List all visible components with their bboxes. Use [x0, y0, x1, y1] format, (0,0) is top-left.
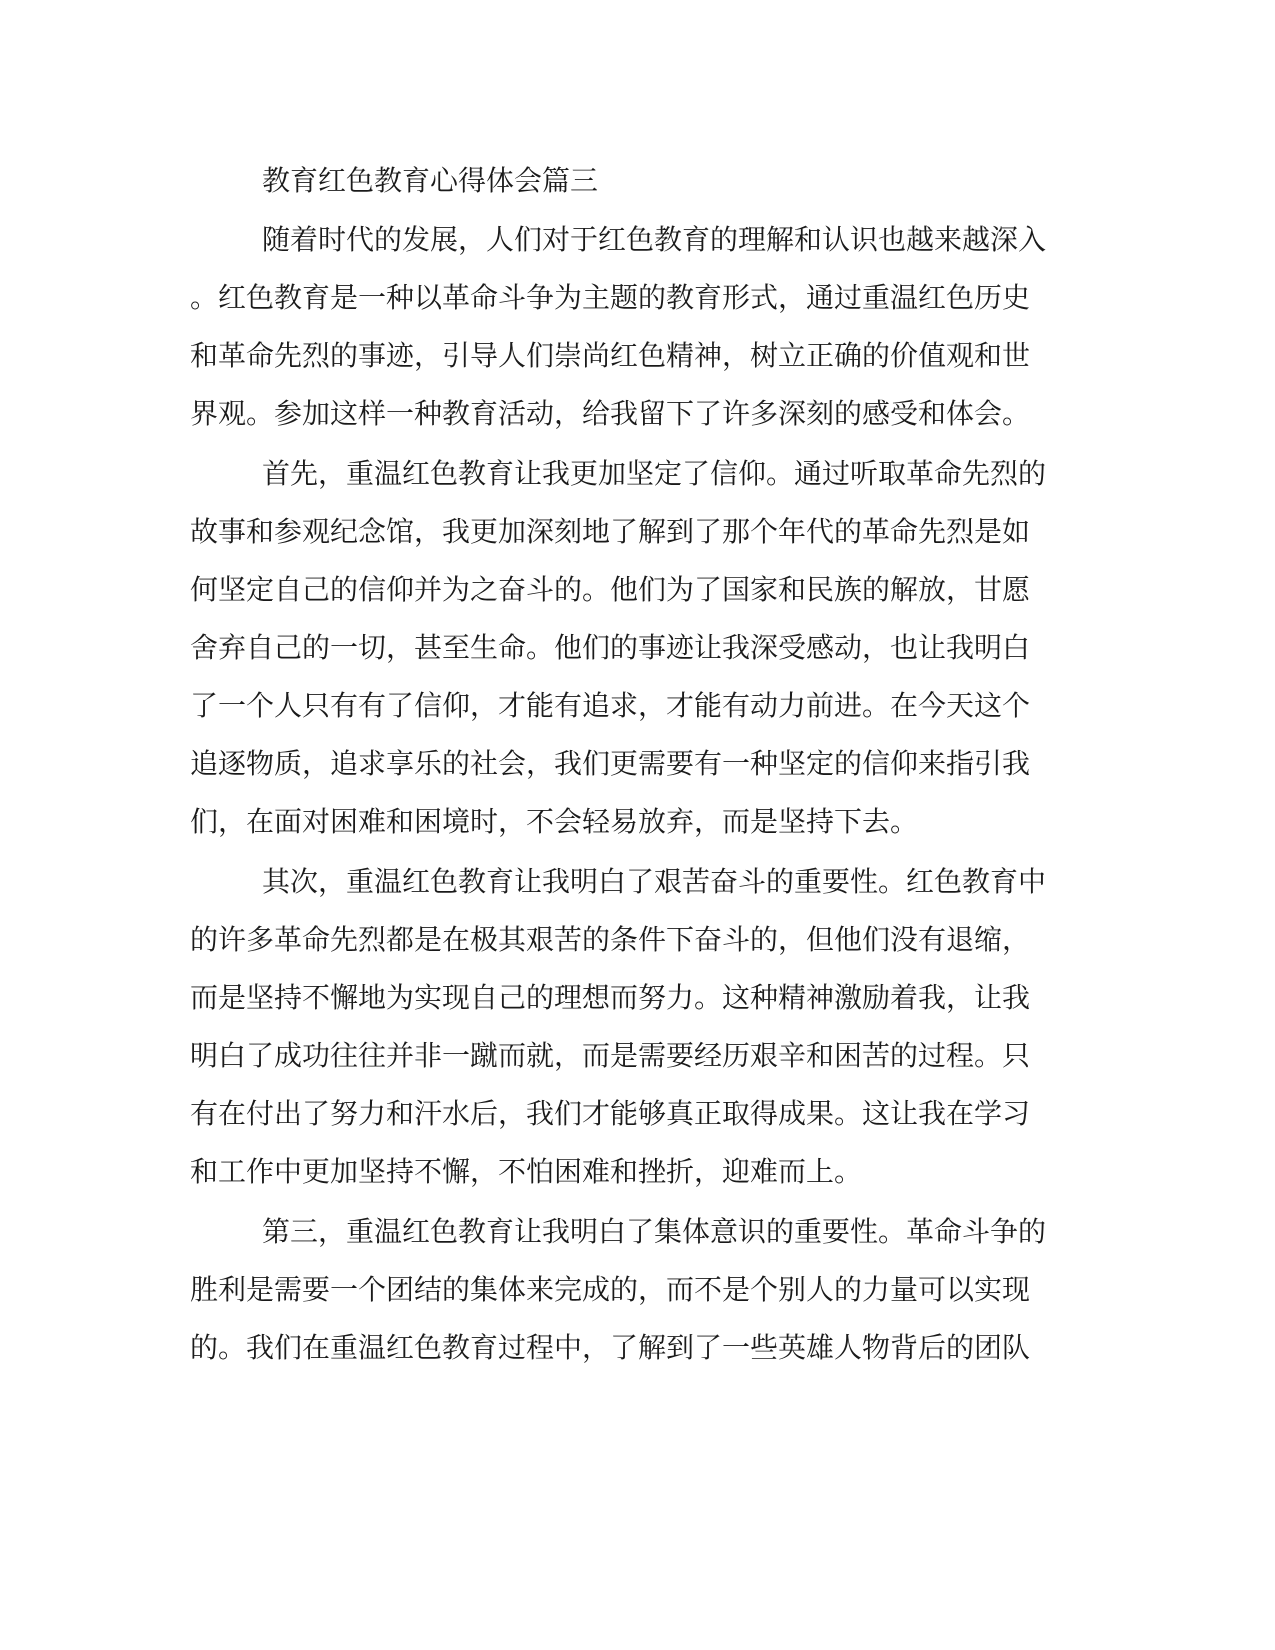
text-line: 明白了成功往往并非一蹴而就，而是需要经历艰辛和困苦的过程。只: [190, 1039, 1031, 1072]
document-title: 教育红色教育心得体会篇三: [262, 164, 599, 197]
text-line: 胜利是需要一个团结的集体来完成的，而不是个别人的力量可以实现: [190, 1273, 1031, 1306]
text-line: 舍弃自己的一切，甚至生命。他们的事迹让我深受感动，也让我明白: [190, 631, 1031, 664]
text-line: 有在付出了努力和汗水后，我们才能够真正取得成果。这让我在学习: [190, 1097, 1031, 1130]
text-line: 了一个人只有有了信仰，才能有追求，才能有动力前进。在今天这个: [190, 689, 1031, 722]
text-line: 何坚定自己的信仰并为之奋斗的。他们为了国家和民族的解放，甘愿: [190, 573, 1031, 606]
text-line: 第三，重温红色教育让我明白了集体意识的重要性。革命斗争的: [262, 1215, 1047, 1248]
text-line: 们，在面对困难和困境时，不会轻易放弃，而是坚持下去。: [190, 805, 919, 838]
text-line: 。红色教育是一种以革命斗争为主题的教育形式，通过重温红色历史: [190, 281, 1031, 314]
text-line: 的。我们在重温红色教育过程中，了解到了一些英雄人物背后的团队: [190, 1331, 1031, 1364]
text-line: 的许多革命先烈都是在极其艰苦的条件下奋斗的，但他们没有退缩，: [190, 923, 1031, 956]
text-line: 和革命先烈的事迹，引导人们崇尚红色精神，树立正确的价值观和世: [190, 339, 1031, 372]
text-line: 而是坚持不懈地为实现自己的理想而努力。这种精神激励着我，让我: [190, 981, 1031, 1014]
text-line: 界观。参加这样一种教育活动，给我留下了许多深刻的感受和体会。: [190, 397, 1031, 430]
text-line: 随着时代的发展，人们对于红色教育的理解和认识也越来越深入: [262, 223, 1047, 256]
text-line: 故事和参观纪念馆，我更加深刻地了解到了那个年代的革命先烈是如: [190, 515, 1031, 548]
text-line: 其次，重温红色教育让我明白了艰苦奋斗的重要性。红色教育中: [262, 865, 1047, 898]
text-line: 追逐物质，追求享乐的社会，我们更需要有一种坚定的信仰来指引我: [190, 747, 1031, 780]
text-line: 首先，重温红色教育让我更加坚定了信仰。通过听取革命先烈的: [262, 457, 1047, 490]
text-line: 和工作中更加坚持不懈，不怕困难和挫折，迎难而上。: [190, 1155, 863, 1188]
